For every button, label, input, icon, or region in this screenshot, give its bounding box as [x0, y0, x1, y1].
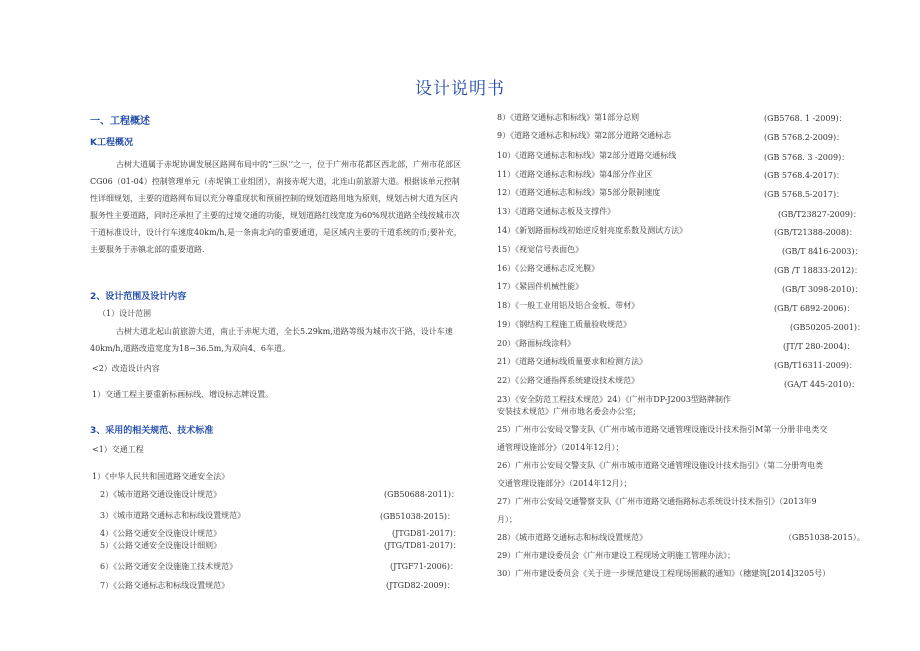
ref-code: (JTGF71-2006)：: [390, 562, 458, 571]
ref-23-line-2: 安装技术规范》广州市地名委会办公室;: [497, 407, 636, 416]
ref-name: 22）《公路交通指挥系统建设技术规范》: [497, 376, 640, 385]
ref-code: (JTGD82-2009)：: [386, 581, 455, 590]
ref-code: (GB/T 8416-2003)：: [782, 247, 863, 256]
ref-name: 7）《公路交通标志和标线设置规范》: [100, 581, 230, 590]
ref-code: (GB/T16311-2009)：: [774, 361, 858, 370]
ref-code: (GB 5768.4-2017)：: [764, 171, 845, 180]
ref-name: 12）《道路交通标志和标线》第5部分限制速度: [497, 188, 661, 197]
ref-name: 10）《道路交通标志和标线》第2部分道路交通标线: [497, 151, 677, 160]
ref-code: (GB5768. 1 -2009)：: [764, 114, 847, 123]
ref-code: (GA/T 445-2010)：: [784, 380, 860, 389]
section-3-sub: <1）交通工程: [92, 445, 144, 454]
ref-name: 13）《道路交通标志板及支撑件》: [497, 207, 616, 216]
ref-name: 18）《一般工业用铝及铝合金板、带材》: [497, 301, 640, 310]
ref-code: (GB/T23827-2009)：: [778, 210, 862, 219]
ref-name: 6）《公路交通安全设施施工技术规范》: [100, 562, 238, 571]
ref-name: 3）《城市道路交通标志和标线设置规范》: [100, 511, 246, 520]
ref-name: 4）《公路交通安全设施设计规范》: [100, 529, 222, 538]
ref-26-line-1: 26）广州市公安局交警支队《广州市城市道路交通管理设施设计技术指引》（第二分册弯电类: [497, 461, 824, 470]
ref-name: 19）《钢结构工程施工质量验收规范》: [497, 320, 632, 329]
ref-code: (JTGD81-2017)：: [392, 529, 461, 538]
ref-23-line-1: 23）《安全防范工程技术规范》24）《广州市DP-J2003型路牌制作: [497, 395, 731, 404]
ref-name: 28）《城市道路交通标志和标线设置规范》: [497, 533, 648, 542]
ref-code: (JT/T 280-2004)：: [783, 342, 855, 351]
ref-name: 11）《道路交通标志和标线》第4部分作业区: [497, 170, 653, 179]
ref-27-line-2: 月）；: [497, 515, 517, 524]
section-1-paragraph: 古树大道属于赤坭协调发展区路网布局中的“三纵’’之一，位于广州市花都区西北部，广州市花部区CG06（01-04）控制管理单元（赤坭镇工业组团），南接赤坭大道，北连山前旅游大道。根据该单元控制性详细规划，主要的道路网布局以充分尊重现状和预留控制的规划道路用地为原则，规划古树大道为区内服务性主要道路，同时还承担了主要的过境交通的功能，规划道路红线宽度为60%现状道路全线按城市次干道标准设计，设计行车速度40km/h,是一条南北向的重要通道，是区域内主要的干道系统的币;要补充，主要服务于赤镇北部的重要道路.: [90, 160, 462, 254]
page-title: 设计说明书: [415, 79, 505, 99]
section-2-paragraph: 古树大道北起山前旅游大道，南止于赤坭大道，全长5.29km,道路等级为城市次干路，设计车速40km/h,道路改造宽度为18~36.5m,为双向4、6车道。: [90, 327, 453, 353]
ref-code: (GB/T21388-2008)：: [774, 228, 858, 237]
ref-25-line-1: 25）广州市公安局交警支队《广州市城市道路交通管理设施设计技术指引M第一分册非电类交: [497, 425, 828, 434]
section-3-heading: 3、采用的相关规范、技术标准: [90, 426, 214, 436]
ref-code: (GB 5768.5-2017)：: [764, 190, 845, 199]
ref-25-line-2: 通管理设施部分》（2014年12月）；: [497, 443, 624, 452]
ref-name: 20）《路面标线涂料》: [497, 339, 576, 348]
ref-code: （GB51038-2015）。: [784, 533, 865, 542]
ref-code: (GB/T 3098-2010)：: [782, 285, 863, 294]
ref-code: (GB50205-2001)：: [790, 323, 866, 332]
ref-26-line-2: 交通管理设施部分》（2014年12月）；: [497, 479, 632, 488]
ref-code: (GB50688-2011)：: [384, 490, 460, 499]
ref-27-line-1: 27）广州市公安局交通警察支队《广州市道路交通指路标志系统设计技术指引》（2013年9: [497, 497, 817, 506]
ref-name: 2）《城市道路交通设施设计规范》: [100, 490, 222, 499]
ref-30: 30）广州市建设委员会《关于进一步规范建设工程现场围蔽的通知》（穗建筑[2014]3205号）: [497, 569, 831, 578]
section-2-heading: 2、设计范围及设计内容: [90, 292, 187, 302]
ref-name: 15）《视觉信号表面色》: [497, 245, 584, 254]
ref-name: 16）《公路交通标志反光膜》: [497, 264, 600, 273]
ref-name: 9）《道路交通标志和标线》第2部分道路交通标志: [497, 131, 672, 140]
section-2-sub2: <2）改造设计内容: [92, 364, 160, 373]
ref-name: 14）《新划路面标线初始逆反射亮度系数及测试方法》: [497, 226, 688, 235]
ref-29: 29）广州市建设委员会《广州市建设工程现场文明施工管理办法》；: [497, 551, 736, 560]
section-1-heading: 一、工程概述: [90, 116, 150, 127]
ref-code: (GB 5768.2-2009)：: [764, 133, 845, 142]
ref-code: (GB51038-2015)：: [380, 512, 456, 521]
section-2-item: 1）交通工程主要重新标画标线、增设标志牌设置。: [92, 390, 274, 399]
ref-code: (GB 5768. 3 -2009)：: [764, 153, 850, 162]
section-1-subheading: K工程概况: [90, 138, 133, 148]
ref-name: 8）《道路交通标志和标线》第1部分总则: [497, 113, 640, 122]
section-3-item-1: 1）《中华人民共和国道路交通安全法》: [92, 472, 230, 481]
ref-name: 21）《道路交通标线质量要求和检测方法》: [497, 357, 648, 366]
ref-name: 5）《公路交通安全设施设计细则》: [100, 541, 222, 550]
ref-code: (GB/T 6892-2006)：: [774, 304, 855, 313]
section-2-sub1: （1）设计范围: [98, 309, 152, 318]
ref-code: (JTG/TD81-2017)：: [384, 541, 461, 550]
ref-code: (GB /T 18833-2012)：: [774, 266, 863, 275]
ref-name: 17）《紧固件机械性能》: [497, 282, 584, 291]
